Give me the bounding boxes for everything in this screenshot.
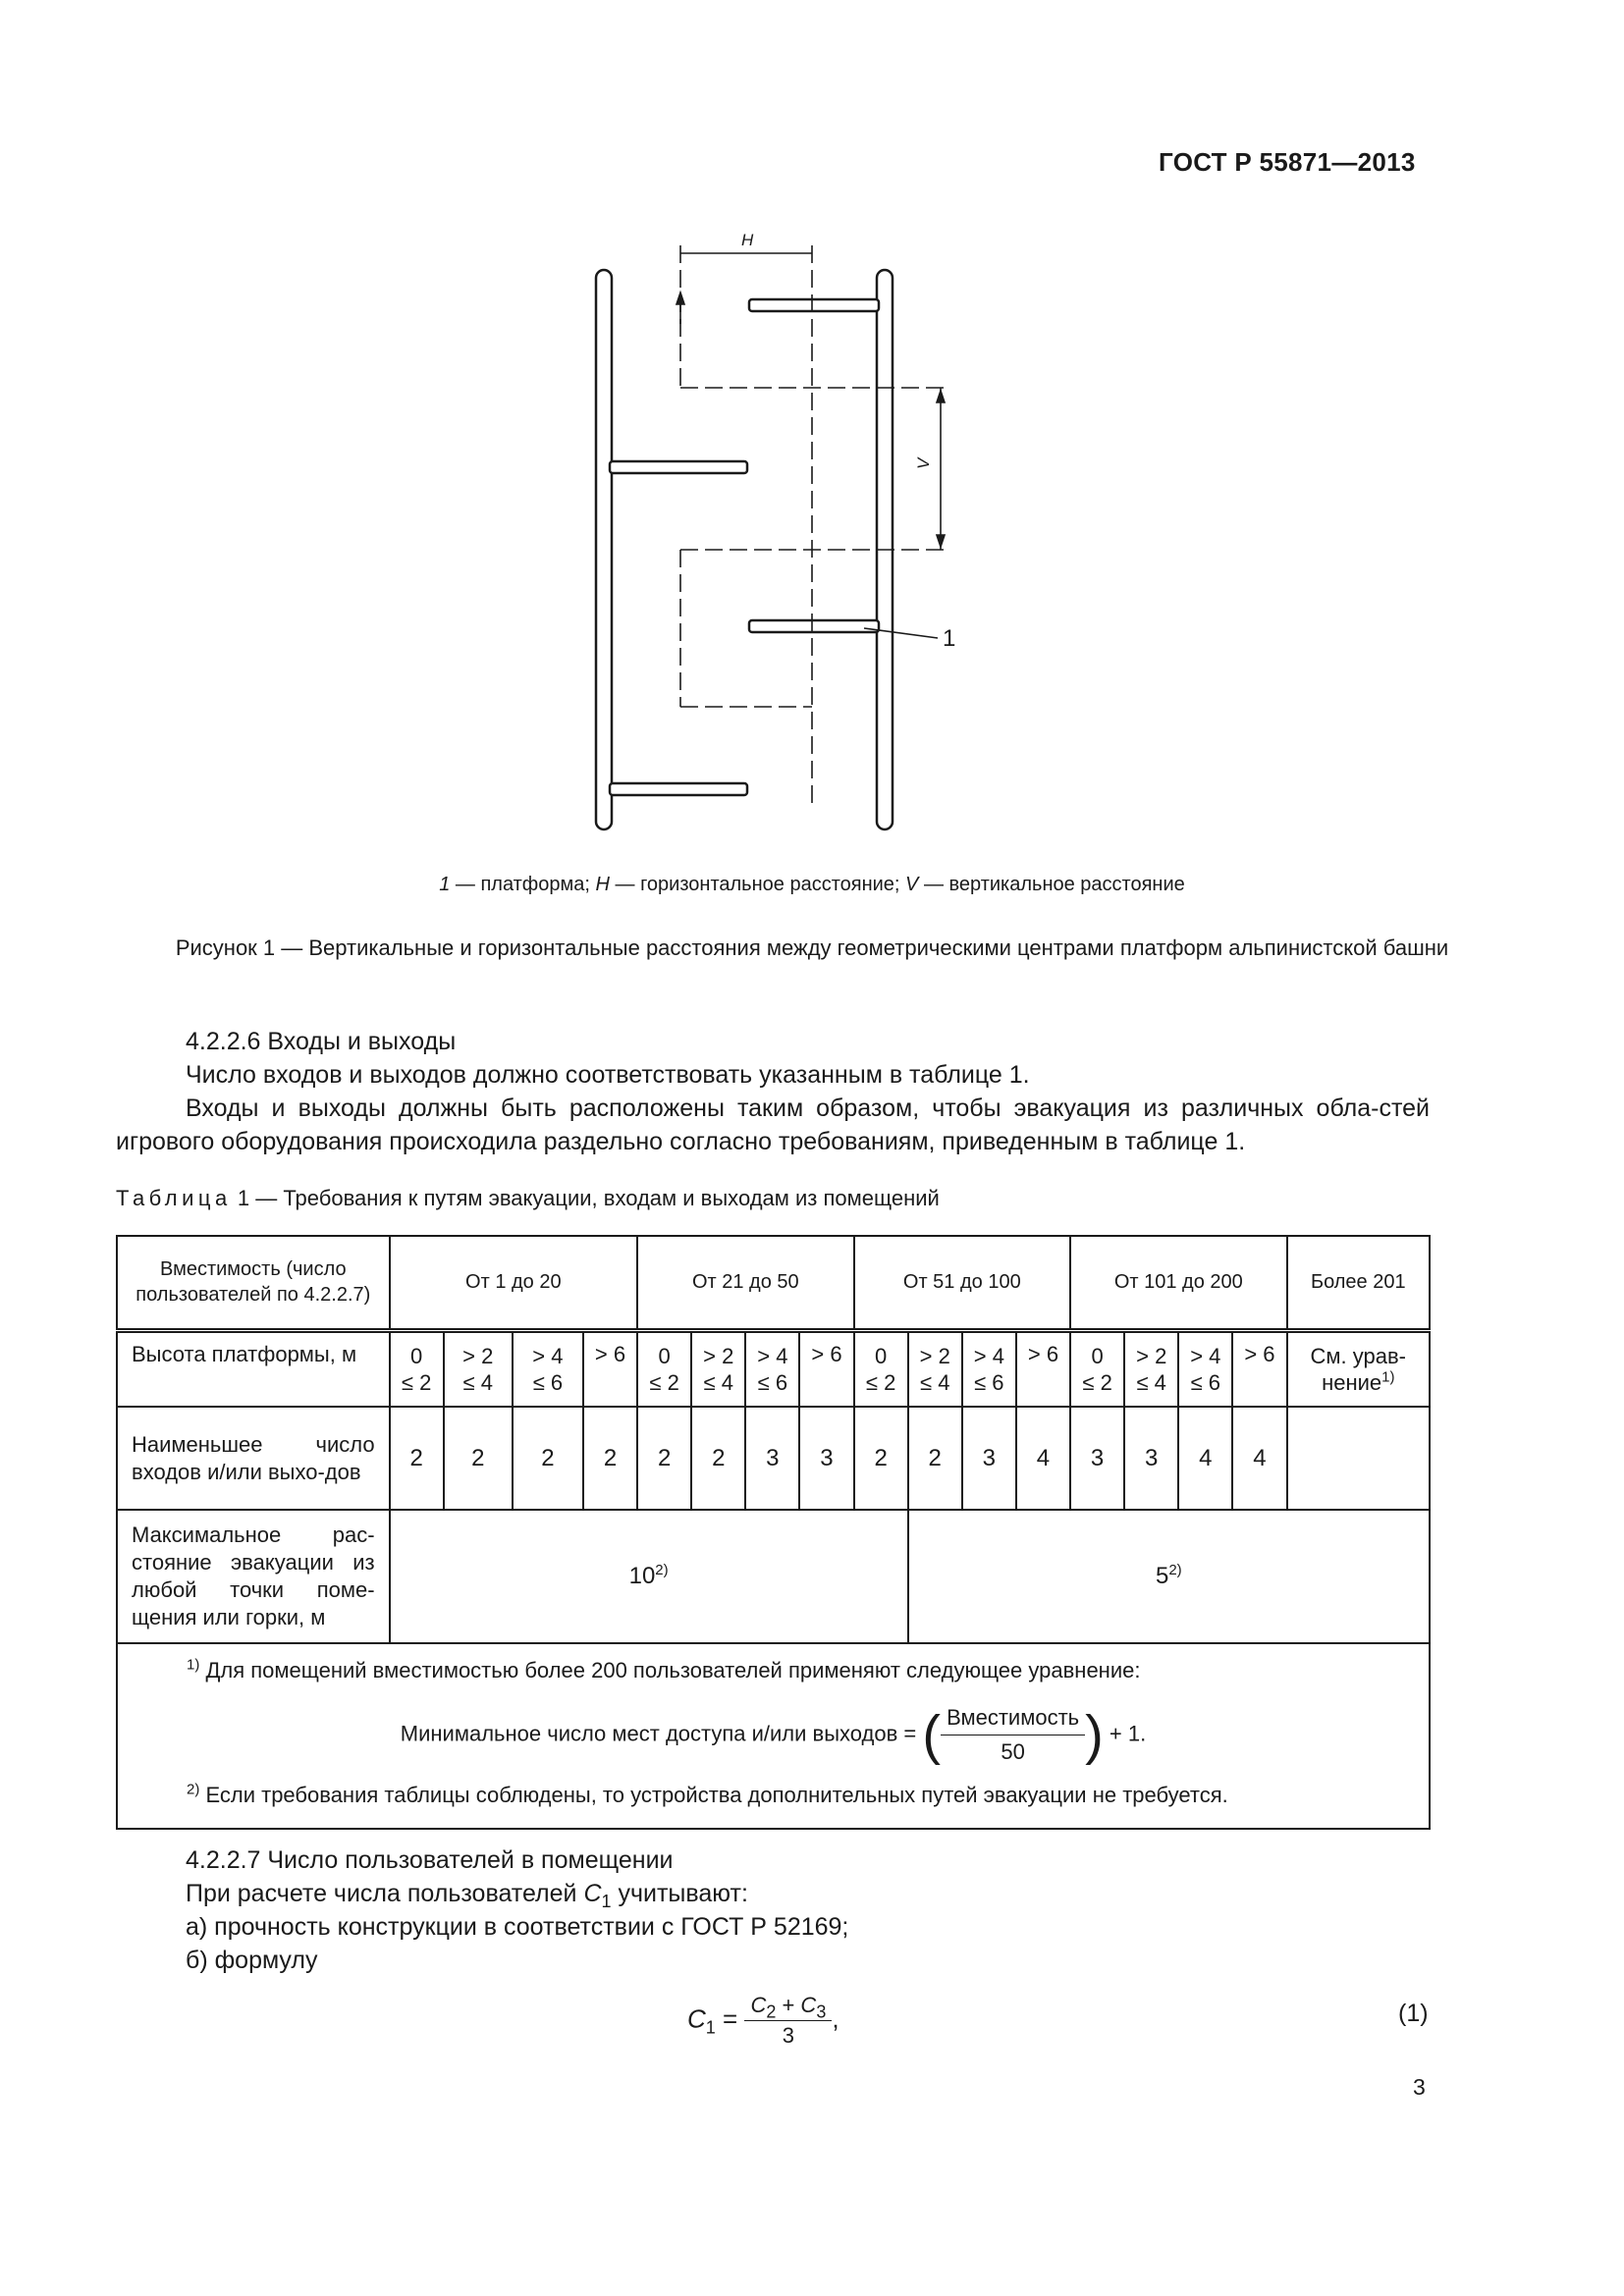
min-exits-value: 2 xyxy=(854,1407,908,1510)
min-exits-value: 4 xyxy=(1178,1407,1232,1510)
min-exits-value: 4 xyxy=(1232,1407,1286,1510)
height-range: > 6 xyxy=(1232,1330,1286,1407)
height-range: > 2 ≤ 4 xyxy=(444,1330,513,1407)
label-callout-1: 1 xyxy=(943,625,956,652)
height-label: Высота платформы, м xyxy=(117,1330,390,1407)
table-notes xyxy=(117,1643,1430,1829)
list-item: б) формулу xyxy=(186,1947,318,1974)
height-range: > 2 ≤ 4 xyxy=(691,1330,745,1407)
min-exits-value: 3 xyxy=(1070,1407,1124,1510)
max-distance-label: Максимальное рас-стояние эвакуации из любой точки поме-щения или горки, м xyxy=(117,1510,390,1643)
group-header: Более 201 xyxy=(1287,1236,1430,1330)
height-range: > 6 xyxy=(583,1330,637,1407)
height-range: > 4 ≤ 6 xyxy=(962,1330,1016,1407)
height-range: 0 ≤ 2 xyxy=(390,1330,444,1407)
footnote-1: $^{1)}$ Для помещений вместимостью более 200 пользователей применяют следующее уравнение: xyxy=(187,1656,1141,1682)
paragraph: Число входов и выходов должно соответствовать указанным в таблице 1. xyxy=(186,1061,1030,1089)
height-equation-ref: См. урав- нение$^{1)}$ xyxy=(1287,1330,1430,1407)
group-header: От 51 до 100 xyxy=(854,1236,1070,1330)
document-code: ГОСТ Р 55871—2013 xyxy=(1159,147,1416,177)
min-exits-value-empty xyxy=(1287,1407,1430,1510)
min-exits-value: 2 xyxy=(691,1407,745,1510)
table-evacuation-requirements xyxy=(116,1235,1431,1830)
figure-caption: Рисунок 1 — Вертикальные и горизонтальные расстояния между геометрическими центрами платформ альпинистской башни xyxy=(175,935,1449,960)
group-header: От 101 до 200 xyxy=(1070,1236,1286,1330)
height-range: > 2 ≤ 4 xyxy=(1124,1330,1178,1407)
height-range: > 6 xyxy=(799,1330,853,1407)
height-range: 0 ≤ 2 xyxy=(637,1330,691,1407)
platform-1 xyxy=(749,299,879,311)
section-heading-4227: 4.2.2.7 Число пользователей в помещении xyxy=(186,1846,674,1874)
platform-4 xyxy=(610,783,747,795)
formula-number: (1) xyxy=(1398,2000,1429,2027)
table-row xyxy=(117,1407,1430,1510)
table-title: Таблица 1 — Требования к путям эвакуации, входам и выходам из помещений xyxy=(116,1186,940,1210)
min-exits-value: 4 xyxy=(1016,1407,1070,1510)
min-exits-value: 3 xyxy=(962,1407,1016,1510)
height-range: > 2 ≤ 4 xyxy=(908,1330,962,1407)
table-notes-row xyxy=(117,1643,1430,1829)
height-range: 0 ≤ 2 xyxy=(854,1330,908,1407)
max-distance-value: 5$^{2)}$ xyxy=(908,1510,1430,1643)
group-header: От 1 до 20 xyxy=(390,1236,638,1330)
figure-legend: 1 — платформа; H — горизонтальное расстояние; V — вертикальное расстояние xyxy=(439,874,1185,895)
platform-2 xyxy=(610,461,747,473)
table-row xyxy=(117,1510,1430,1643)
height-range: 0 ≤ 2 xyxy=(1070,1330,1124,1407)
table-row xyxy=(117,1330,1430,1407)
paragraph: При расчете числа пользователей $C_1$ учитывают: xyxy=(186,1880,748,1911)
height-range: > 4 ≤ 6 xyxy=(1178,1330,1232,1407)
section-heading-4226: 4.2.2.6 Входы и выходы xyxy=(186,1028,457,1055)
group-header: От 21 до 50 xyxy=(637,1236,853,1330)
min-exits-value: 2 xyxy=(908,1407,962,1510)
footnote-2: $^{2)}$ Если требования таблицы соблюдены, то устройства дополнительных путей эвакуации не требуется. xyxy=(187,1781,1228,1807)
min-exits-value: 2 xyxy=(390,1407,444,1510)
capacity-header: Вместимость (число пользователей по 4.2.2.7) xyxy=(117,1236,390,1330)
min-exits-label: Наименьшее число входов и/или выхо-дов xyxy=(117,1407,390,1510)
footnote-equation: Минимальное число мест доступа и/или выходов = ( $\frac{\text{Вместимость}}{50}$ ) + 1. xyxy=(400,1703,1147,1766)
left-tower-post xyxy=(596,270,612,829)
label-h: H xyxy=(741,231,754,249)
min-exits-value: 3 xyxy=(1124,1407,1178,1510)
height-range: > 4 ≤ 6 xyxy=(745,1330,799,1407)
list-item: а) прочность конструкции в соответствии с ГОСТ Р 52169; xyxy=(186,1913,849,1941)
platform-3 xyxy=(749,620,879,632)
max-distance-value: 10$^{2)}$ xyxy=(390,1510,908,1643)
dimension-construction-lines xyxy=(680,245,950,805)
height-range: > 6 xyxy=(1016,1330,1070,1407)
min-exits-value: 2 xyxy=(637,1407,691,1510)
label-v: V xyxy=(914,457,933,469)
height-range: > 4 ≤ 6 xyxy=(513,1330,583,1407)
formula-1: $C_1$ = $\frac{C_2 + C_3}{3}$ , xyxy=(687,1993,839,2048)
min-exits-value: 3 xyxy=(799,1407,853,1510)
paragraph: Входы и выходы должны быть расположены таким образом, чтобы эвакуация из различных обла-стей игрового оборудования происходила раздельно согласно требованиям, приведенным в таблице 1. xyxy=(116,1095,1430,1155)
min-exits-value: 2 xyxy=(444,1407,513,1510)
figure-climbing-tower-diagram xyxy=(550,216,992,844)
min-exits-value: 2 xyxy=(513,1407,583,1510)
min-exits-value: 2 xyxy=(583,1407,637,1510)
page-number: 3 xyxy=(1413,2074,1426,2100)
min-exits-value: 3 xyxy=(745,1407,799,1510)
